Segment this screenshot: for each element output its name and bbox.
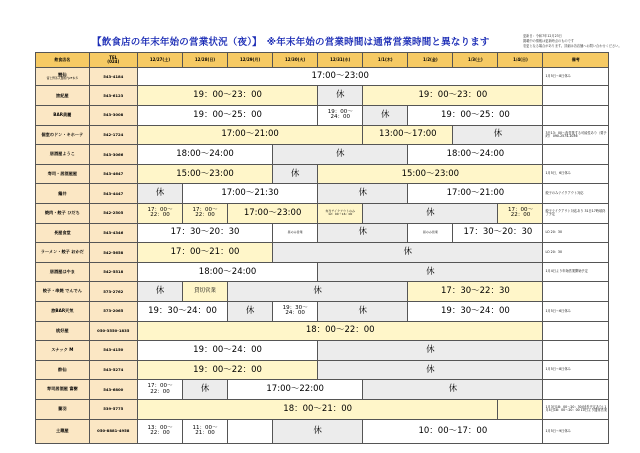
shop-name: 旅紀屋 [56, 92, 69, 98]
shop-row [36, 282, 609, 302]
hours-cell: 18:00〜24:00 [137, 145, 272, 165]
shop-name-cell [36, 243, 90, 263]
hours-cell: 休 [318, 184, 408, 204]
hours-cell: 休 [137, 282, 182, 302]
remark-cell: 1月3日18：00〜20：30(延長予定あり) 1月4日18：00〜20：00 10日より通常営業 [543, 399, 609, 419]
hours-cell: 19：00〜22：00 [137, 360, 317, 380]
hours-cell: 17：00〜 22：00 [182, 204, 227, 224]
header-date: 1/2(金) [408, 53, 453, 68]
hours-cell: 17：30〜22：30 [408, 282, 543, 302]
hours-cell: 休 [453, 125, 543, 145]
header-date: 1/3(土) [453, 53, 498, 68]
hours-cell: 13:00〜17:00 [363, 125, 453, 145]
remark-cell: 3日13：00〜夜営業する可能性あり（要予約） 090-2574-1036 [543, 125, 609, 145]
remark-cell [543, 106, 609, 126]
shop-name-sub: 富士野茶入器館内2F本多 [46, 76, 78, 81]
shop-tel: 542-1724 [89, 125, 137, 145]
shop-name-cell [36, 341, 90, 361]
shop-row [36, 301, 609, 321]
hours-cell: 17：30〜20：30 [137, 223, 272, 243]
hours-cell: 休 [228, 282, 408, 302]
update-note-line: 更新日：令和7年12月23日 [523, 34, 562, 38]
hours-cell: 19：00〜 24：00 [318, 106, 363, 126]
shop-name-cell [36, 164, 90, 184]
shop-row [36, 262, 609, 282]
shop-name: 長屋食堂 [53, 229, 71, 235]
page-title: 【飲食店の年末年始の営業状況（夜）】 ※年末年始の営業時間は通常営業時間と異なります [92, 37, 490, 48]
hours-cell: 休 [228, 301, 273, 321]
shop-row [36, 419, 609, 443]
remark-cell [543, 321, 609, 341]
update-note-line: 変更となる場合があります。詳細は各店舗へお問い合わせください。 [523, 44, 622, 48]
hours-cell: 19：00〜24：00 [137, 341, 317, 361]
hours-cell: 17：00〜 22：00 [137, 204, 182, 224]
remark-cell: 1月5日〜9日休み [543, 419, 609, 443]
shop-tel: 543-4150 [89, 341, 137, 361]
shop-tel: 542-2505 [89, 204, 137, 224]
header-row [36, 53, 609, 68]
shop-name-cell [36, 106, 90, 126]
shop-row [36, 399, 609, 419]
remark-cell: LO 20：30 [543, 243, 609, 263]
remark-cell: 餃子のみテイクアウト対応 [543, 184, 609, 204]
shop-tel: 543-4647 [89, 164, 137, 184]
shop-tel: 543-5274 [89, 360, 137, 380]
shop-name: 居酒屋ようこ [49, 151, 75, 157]
shop-name-cell [36, 360, 90, 380]
shop-name-cell [36, 419, 90, 443]
header-date: 1/4(日) [498, 53, 543, 68]
header-date: 12/28(日) [182, 53, 227, 68]
hours-cell: 19：00〜23：00 [137, 86, 317, 106]
shop-name: 旅BAR天気 [51, 308, 74, 314]
hours-cell: 休 [363, 204, 498, 224]
shop-tel: 543-6800 [89, 380, 137, 400]
shop-name-cell [36, 301, 90, 321]
shop-row [36, 164, 609, 184]
shop-name-cell [36, 223, 90, 243]
schedule-table [35, 52, 609, 444]
hours-cell: 休 [273, 419, 363, 443]
shop-name-cell [36, 399, 90, 419]
hours-cell: 10：00〜17：00 [363, 419, 543, 443]
shop-row [36, 145, 609, 165]
shop-row [36, 204, 609, 224]
header-date: 12/30(火) [273, 53, 318, 68]
hours-cell: 弁当テイクアウトのみ 12：00〜16：00 [318, 204, 363, 224]
shop-name: 鶏井 [58, 190, 67, 196]
hours-cell: 昼のみ営業 [273, 223, 318, 243]
shop-name-cell [36, 204, 90, 224]
hours-cell: 休 [182, 380, 227, 400]
shop-name-cell [36, 145, 90, 165]
shop-name: 寿司・居酒屋屋 [47, 170, 77, 176]
shop-name-cell [36, 262, 90, 282]
shop-row [36, 125, 609, 145]
hours-cell: 17:00〜21:30 [182, 184, 317, 204]
shop-tel: 050-3550-1835 [89, 321, 137, 341]
remark-cell: 1月5日〜8日休み [543, 68, 609, 86]
hours-cell: 17：00〜 22：00 [137, 380, 182, 400]
shop-row [36, 106, 609, 126]
hours-cell: 17:00〜22:00 [228, 380, 363, 400]
hours-cell: 13：00〜 22：00 [137, 419, 182, 443]
shop-name: BAR美麗 [53, 112, 72, 118]
hours-cell: 17:00〜23:00 [137, 68, 543, 86]
remark-cell: 1月5日〜6日休み [543, 301, 609, 321]
hours-cell: 19：00〜25：00 [137, 106, 317, 126]
header-date: 12/27(土) [137, 53, 182, 68]
hours-cell: 貸切営業 [182, 282, 227, 302]
remark-cell: 1月4日より年始営業開始予定 [543, 262, 609, 282]
hours-cell: 18：00〜22：00 [137, 321, 543, 341]
shop-name: 土蔵屋 [56, 428, 69, 434]
shop-name: 居酒屋はやま [49, 268, 75, 274]
hours-cell: 休 [318, 301, 408, 321]
hours-cell: 19：30〜 24：00 [273, 301, 318, 321]
hours-cell: 昼のみ営業 [408, 223, 453, 243]
shop-name: 酔仙 [58, 366, 67, 372]
shop-name: 個室のドン・キホーテ [41, 131, 84, 137]
hours-cell: 17:00〜23:00 [228, 204, 318, 224]
update-note-line: 掲載中の情報は更新時点のものです [523, 39, 574, 43]
hours-cell: 15:00〜23:00 [318, 164, 543, 184]
shop-name: 桃好屋 [56, 327, 69, 333]
remark-cell: 餃子テイクアウト対応あり 31日17時頃終了予定 [543, 204, 609, 224]
hours-cell: 17：30〜20：30 [453, 223, 543, 243]
remark-cell: LO 20：30 [543, 223, 609, 243]
shop-name-cell [36, 321, 90, 341]
shop-tel: 542-5658 [89, 243, 137, 263]
hours-cell: 休 [273, 164, 318, 184]
shop-name: 焼肉・餃子 ひだち [44, 210, 80, 216]
shop-name-cell [36, 86, 90, 106]
shop-name: 鯉仙 [58, 72, 67, 78]
hours-cell: 休 [318, 86, 363, 106]
remark-cell: 1月5日、6日休み [543, 164, 609, 184]
schedule-body [36, 68, 609, 444]
hours-cell: 19：00〜25：00 [408, 106, 543, 126]
shop-tel: 539-5775 [89, 399, 137, 419]
remark-cell [543, 86, 609, 106]
shop-tel: 573-2065 [89, 301, 137, 321]
hours-cell: 休 [137, 184, 182, 204]
header-date: 12/29(月) [228, 53, 273, 68]
shop-tel: 543-4346 [89, 223, 137, 243]
shop-name: 蕎羽 [58, 406, 67, 412]
shop-row [36, 380, 609, 400]
shop-row [36, 360, 609, 380]
hours-cell: 11：00〜 21：00 [182, 419, 227, 443]
shop-name-cell [36, 68, 90, 86]
header-date: 12/31(水) [318, 53, 363, 68]
remark-cell [543, 145, 609, 165]
hours-cell: 18:00〜24:00 [137, 262, 317, 282]
remark-cell [543, 282, 609, 302]
hours-cell: 18:00〜24:00 [408, 145, 543, 165]
hours-cell: 17：00〜21：00 [137, 243, 272, 263]
hours-cell: 17:00〜21:00 [137, 125, 362, 145]
hours-cell: 休 [318, 223, 408, 243]
shop-row [36, 341, 609, 361]
shop-row [36, 321, 609, 341]
hours-cell [498, 399, 543, 419]
shop-name: 寿司居酒屋 富樹 [46, 386, 78, 392]
hours-cell: 休 [273, 145, 408, 165]
shop-tel: 543-6123 [89, 86, 137, 106]
hours-cell: 19：00〜23：00 [363, 86, 543, 106]
shop-row [36, 68, 609, 86]
hours-cell [228, 419, 273, 443]
shop-name: 餃子・串焼 でんでん [42, 288, 82, 294]
remark-cell [543, 341, 609, 361]
header-shop: 飲食店名 [36, 53, 90, 68]
shop-tel: 050-8881-4958 [89, 419, 137, 443]
shop-name: ラーメン・餃子 おかだ [40, 249, 84, 255]
shop-row [36, 184, 609, 204]
hours-cell: 19：30〜24：00 [408, 301, 543, 321]
hours-cell: 17:00〜21:00 [408, 184, 543, 204]
hours-cell: 休 [318, 262, 543, 282]
hours-cell: 休 [318, 360, 543, 380]
shop-name-cell [36, 184, 90, 204]
shop-row [36, 86, 609, 106]
remark-cell: 1月5日〜8日休み [543, 360, 609, 380]
shop-tel: 543-3008 [89, 106, 137, 126]
shop-name: スナック M [51, 347, 74, 353]
hours-cell: 休 [273, 243, 543, 263]
shop-tel: 543-4447 [89, 184, 137, 204]
shop-tel: 542-5518 [89, 262, 137, 282]
hours-cell: 18：00〜21：00 [137, 399, 498, 419]
hours-cell: 休 [318, 341, 543, 361]
hours-cell: 19：30〜24：00 [137, 301, 227, 321]
hours-cell: 17：00〜 22：00 [498, 204, 543, 224]
remark-cell [543, 380, 609, 400]
shop-name-cell [36, 282, 90, 302]
shop-name-cell [36, 380, 90, 400]
shop-tel: 543-3066 [89, 145, 137, 165]
shop-name-cell [36, 125, 90, 145]
header-remark: 備考 [543, 53, 609, 68]
shop-tel: 573-2762 [89, 282, 137, 302]
hours-cell: 15:00〜23:00 [137, 164, 272, 184]
shop-tel: 543-4184 [89, 68, 137, 86]
header-date: 1/1(木) [363, 53, 408, 68]
shop-row [36, 243, 609, 263]
update-note [523, 34, 622, 49]
hours-cell: 休 [363, 380, 543, 400]
shop-row [36, 223, 609, 243]
hours-cell: 休 [363, 106, 408, 126]
header-tel: TEL (024) [89, 53, 137, 68]
